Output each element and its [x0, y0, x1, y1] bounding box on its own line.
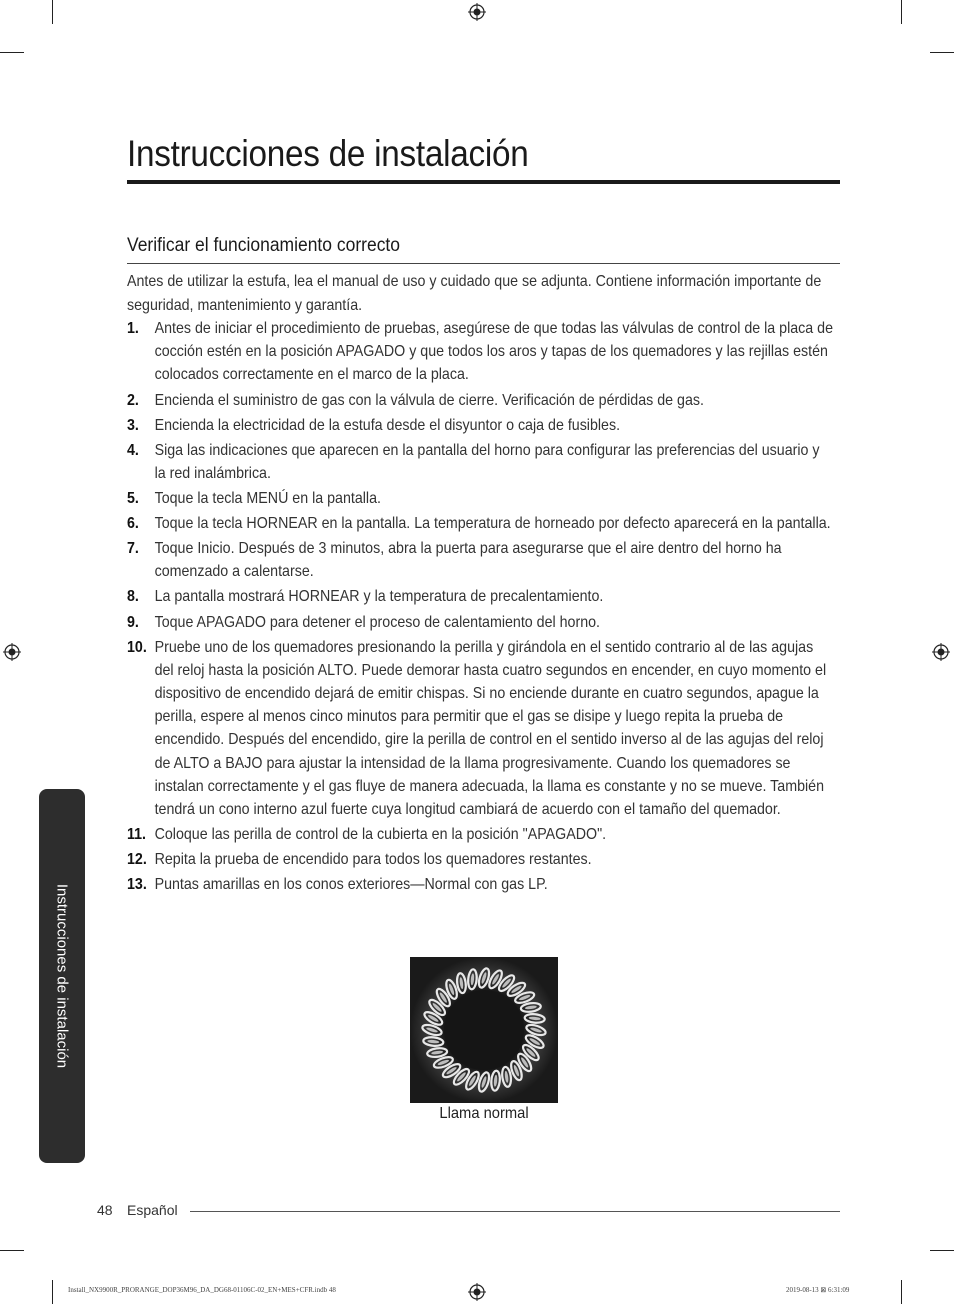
step-text: Antes de iniciar el procedimiento de pruebas, asegúrese de que todas las válvulas de control de la placa de cocción estén en la posición APAGADO y que todos los aros y tapas de los quemadores y las rejillas estén colocados correctamente en el marco de la placa. — [154, 320, 834, 384]
imprint-file: Install_NX9900R_PRORANGE_DOP36M96_DA_DG68-01106C-02_EN+MES+CFR.indb 48 — [68, 1286, 336, 1294]
intro-paragraph: Antes de utilizar la estufa, lea el manual de uso y cuidado que se adjunta. Contiene información importante de seguridad, mantenimiento y garantía. — [127, 273, 822, 314]
step-text: Puntas amarillas en los conos exteriores—Normal con gas LP. — [154, 876, 548, 894]
registration-mark-icon — [468, 1283, 486, 1301]
step-number: 3. — [127, 416, 139, 434]
step-text: La pantalla mostrará HORNEAR y la temperatura de precalentamiento. — [154, 588, 604, 606]
step-number: 7. — [127, 540, 139, 558]
footer-language: Español — [127, 1202, 178, 1218]
list-item — [127, 873, 835, 896]
crop-mark — [52, 1280, 53, 1304]
step-number: 1. — [127, 320, 139, 337]
step-text: Siga las indicaciones que aparecen en la pantalla del horno para configurar las preferencias del usuario y la red inalámbrica. — [154, 441, 820, 482]
step-text: Encienda la electricidad de la estufa desde el disyuntor o caja de fusibles. — [154, 416, 621, 434]
step-text: Repita la prueba de encendido para todos los quemadores restantes. — [154, 851, 592, 869]
step-number: 6. — [127, 515, 139, 533]
list-item — [127, 317, 835, 387]
registration-mark-icon — [3, 643, 21, 661]
step-number: 11. — [127, 826, 147, 844]
registration-mark-icon — [932, 643, 950, 661]
step-number: 4. — [127, 441, 139, 459]
title-rule — [127, 180, 840, 184]
crop-mark — [930, 52, 954, 53]
page-number: 48 — [97, 1202, 113, 1218]
footer-rule — [190, 1211, 840, 1212]
step-text: Encienda el suministro de gas con la válvula de cierre. Verificación de pérdidas de gas. — [154, 391, 704, 409]
burner-flame-image — [410, 957, 558, 1103]
crop-mark — [930, 1250, 954, 1251]
side-tab — [39, 789, 85, 1163]
step-number: 2. — [127, 391, 139, 409]
list-item — [127, 585, 835, 608]
step-text: Pruebe uno de los quemadores presionando la perilla y girándola en el sentido contrario al de las agujas del reloj hasta la posición ALTO. Puede demorar hasta cuatro segundos en encender, en cuyo momento el dispositivo de encendido dejará de emitir chispas. Si no enciende durante en cuatro segundos, apague la perilla, espere al menos cinco minutos para permitir que el gas se disipe y luego repita la prueba de encendido. Después del encendido, gire la perilla de control en el sentido inverso al de las agujas del reloj de ALTO a BAJO para ajustar la intensidad de la llama progresivamente. Cuando los quemadores se instalan correctamente y el gas fluye de manera adecuada, la llama es constante y no se mueve. También tendrá un cono interno azul fuerte cuya longitud cambiará de acuerdo con el tamaño del quemador. — [154, 638, 827, 819]
step-number: 9. — [127, 613, 139, 631]
figure-caption: Llama normal — [439, 1105, 529, 1122]
list-item — [127, 414, 835, 437]
list-item — [127, 537, 835, 583]
step-number: 5. — [127, 489, 139, 507]
step-number: 8. — [127, 588, 139, 606]
crop-mark — [901, 1280, 902, 1304]
step-number: 10. — [127, 638, 147, 656]
list-item — [127, 823, 835, 846]
crop-mark — [0, 1250, 24, 1251]
list-item — [127, 611, 835, 634]
step-text: Toque Inicio. Después de 3 minutos, abra la puerta para asegurarse que el aire dentro del horno ha comenzado a calentarse. — [154, 540, 782, 581]
section-heading: Verificar el funcionamiento correcto — [127, 235, 401, 256]
crop-mark — [901, 0, 902, 24]
steps-list — [127, 317, 835, 898]
imprint-datetime: 2019-08-13 ⊠ 6:31:09 — [786, 1286, 850, 1294]
list-item — [127, 848, 835, 871]
step-text: Toque la tecla HORNEAR en la pantalla. La temperatura de horneado por defecto aparecerá en la pantalla. — [154, 515, 831, 533]
step-text: Toque la tecla MENÚ en la pantalla. — [154, 489, 381, 507]
step-number: 12. — [127, 851, 147, 869]
page-title: Instrucciones de instalación — [127, 133, 529, 174]
list-item — [127, 487, 835, 510]
step-number: 13. — [127, 876, 147, 894]
crop-mark — [52, 0, 53, 24]
list-item — [127, 439, 835, 485]
list-item — [127, 512, 835, 535]
registration-mark-icon — [468, 3, 486, 21]
flame-ring-graphic — [410, 957, 558, 1103]
list-item — [127, 636, 835, 822]
step-text: Coloque las perilla de control de la cubierta en la posición "APAGADO". — [154, 826, 607, 844]
crop-mark — [0, 52, 24, 53]
section-rule — [127, 263, 840, 264]
side-tab-label: Instrucciones de instalación — [53, 883, 71, 1069]
list-item — [127, 389, 835, 412]
step-text: Toque APAGADO para detener el proceso de calentamiento del horno. — [154, 613, 601, 631]
